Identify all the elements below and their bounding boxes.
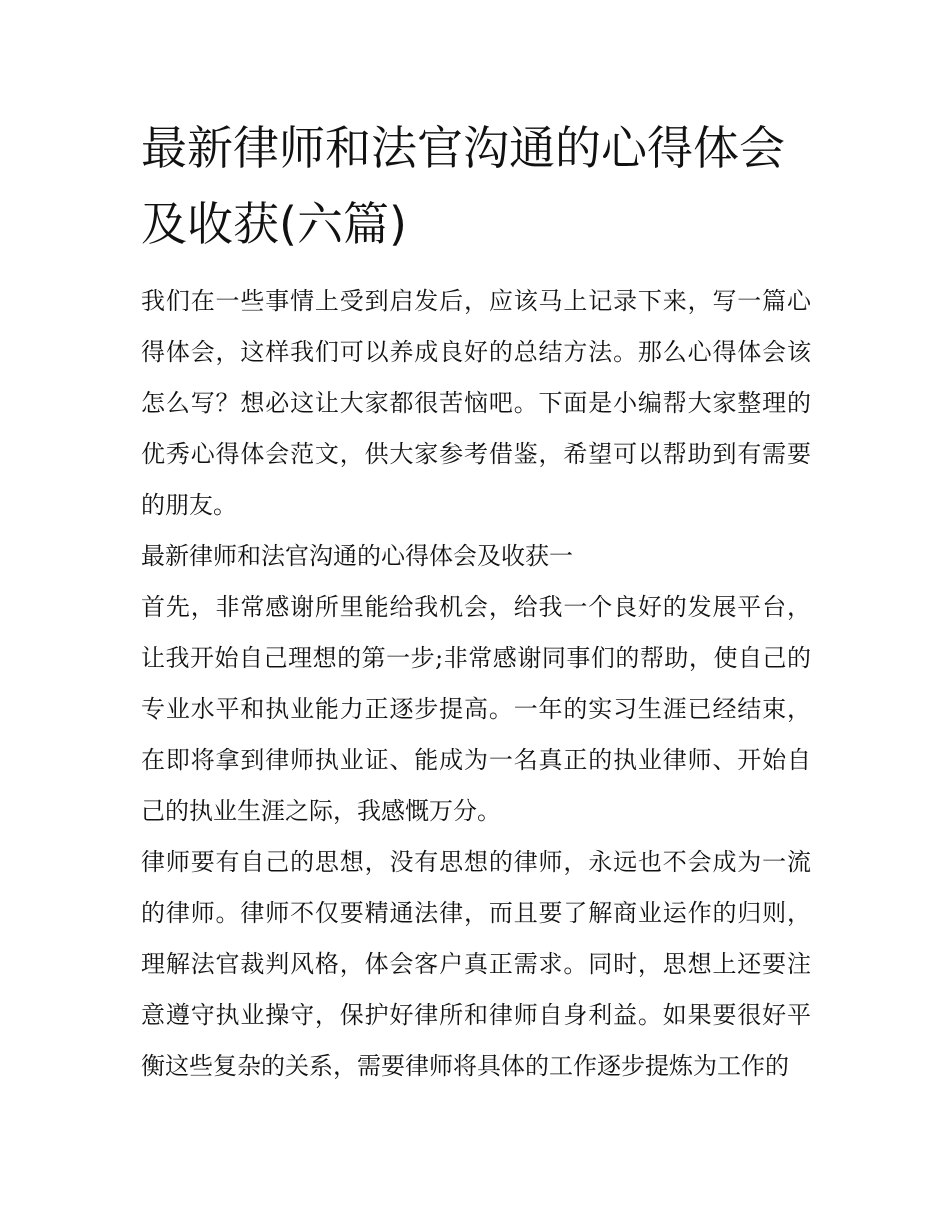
body-paragraph-2: 律师要有自己的思想，没有思想的律师，永远也不会成为一流的律师。律师不仅要精通法律，而且要了解商业运作的归则，理解法官裁判风格，体会客户真正需求。同时，思想上还要注意遵守执业操守，保护好律所和律师自身利益。如果要很好平衡这些复杂的关系，需要律师将具体的工作逐步提炼为工作的 <box>141 848 811 1080</box>
section-heading: 最新律师和法官沟通的心得体会及收获一 <box>141 542 573 570</box>
document-title: 最新律师和法官沟通的心得体会及收获(六篇) <box>141 121 785 251</box>
document-body <box>141 110 811 1092</box>
intro-paragraph: 我们在一些事情上受到启发后，应该马上记录下来，写一篇心得体会，这样我们可以养成良好的总结方法。那么心得体会该怎么写？想必这让大家都很苦恼吧。下面是小编帮大家整理的优秀心得体会范文，供大家参考借鉴，希望可以帮助到有需要的朋友。 <box>141 287 811 519</box>
body-paragraph-1: 首先，非常感谢所里能给我机会，给我一个良好的发展平台，让我开始自己理想的第一步;非常感谢同事们的帮助，使自己的专业水平和执业能力正逐步提高。一年的实习生涯已经结束，在即将拿到律师执业证、能成为一名真正的执业律师、开始自己的执业生涯之际，我感慨万分。 <box>141 593 811 825</box>
